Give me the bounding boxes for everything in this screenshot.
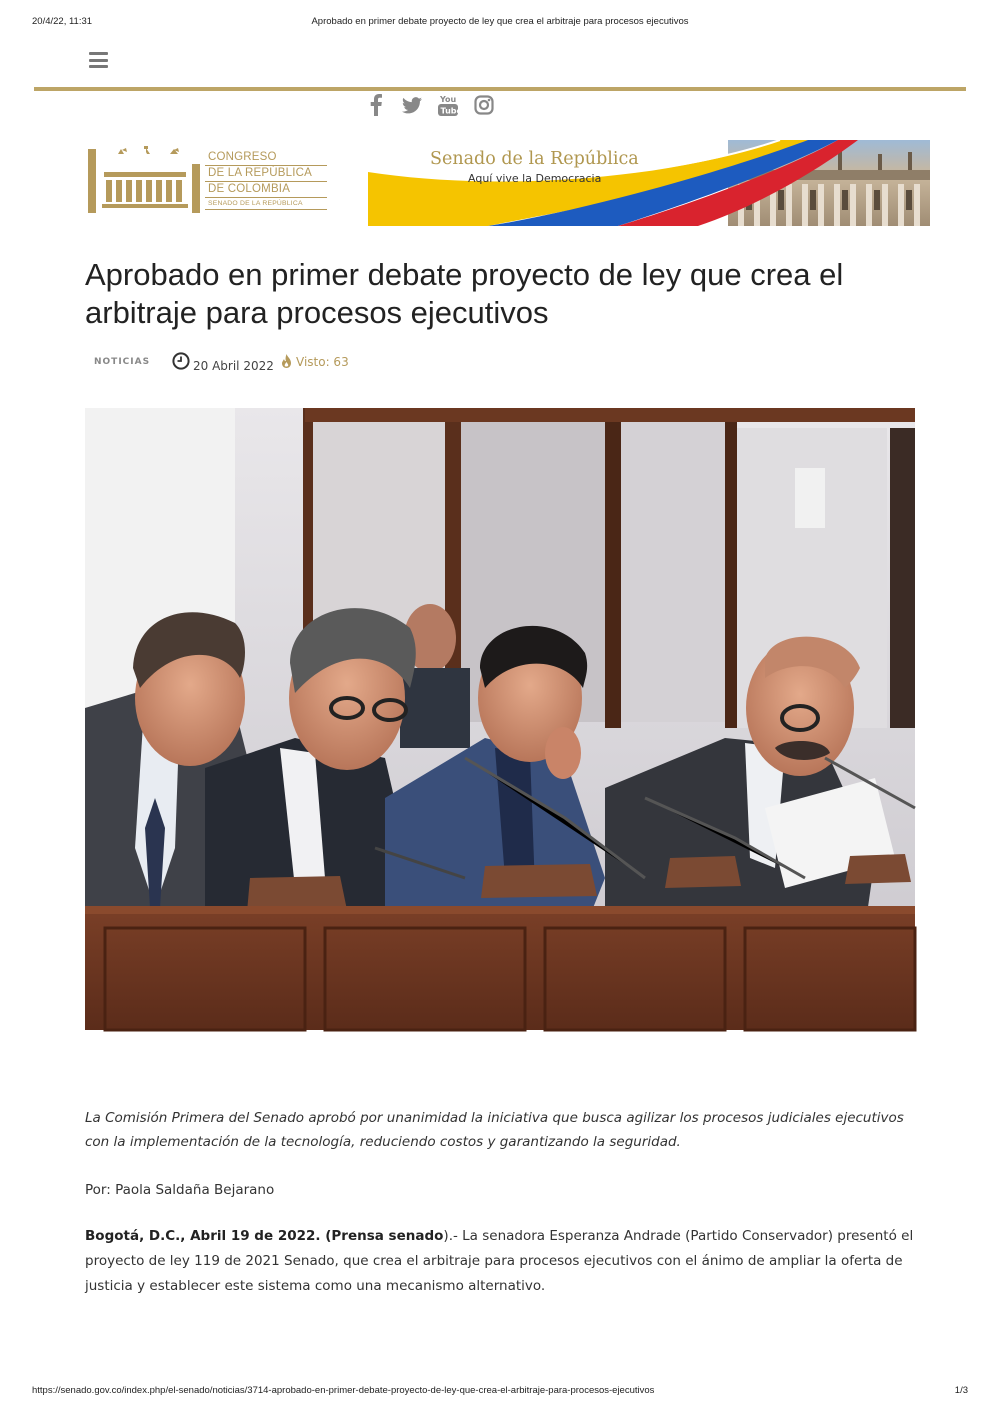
article-byline: Por: Paola Saldaña Bejarano <box>85 1182 275 1198</box>
youtube-icon[interactable] <box>435 92 461 118</box>
logo-line-1: CONGRESO <box>205 150 327 166</box>
congreso-logo[interactable] <box>88 144 328 214</box>
facebook-icon[interactable] <box>363 92 389 118</box>
hamburger-menu-icon[interactable] <box>89 52 108 68</box>
fire-icon <box>281 354 292 368</box>
print-page-number: 1/3 <box>954 1385 968 1396</box>
article-lead: La Comisión Primera del Senado aprobó por unanimidad la iniciativa que busca agilizar los procesos judiciales ejecutivos con la implementación de la tecnología, reduciendo costos y garantizando la seguridad. <box>85 1110 904 1150</box>
banner-title: Senado de la República <box>430 149 639 169</box>
social-links <box>363 92 497 118</box>
twitter-icon[interactable] <box>399 92 425 118</box>
print-url: https://senado.gov.co/index.php/el-senado/noticias/3714-aprobado-en-primer-debate-proyecto-de-ley-que-crea-el-arbitraje-para-procesos-ejecutivos <box>32 1385 655 1396</box>
clock-icon <box>172 352 190 370</box>
view-count: Visto: 63 <box>296 355 349 369</box>
header-divider <box>34 87 966 91</box>
logo-line-3: DE COLOMBIA <box>205 182 327 198</box>
article-title: Aprobado en primer debate proyecto de ley que crea el arbitraje para procesos ejecutivos <box>85 257 844 330</box>
logo-subline: SENADO DE LA REPÚBLICA <box>205 198 327 210</box>
svg-text:You: You <box>440 95 457 104</box>
publish-date: 20 Abril 2022 <box>193 359 274 373</box>
article-paragraph <box>85 1224 915 1299</box>
paragraph-text: ).- La senadora Esperanza Andrade (Partido Conservador) presentó el proyecto de ley 119 de 2021 Senado, que crea el arbitraje para procesos ejecutivos con el ánimo de ampliar la oferta de justicia y establecer este sistema como una mecanismo alternativo. <box>85 1228 914 1294</box>
article-photo <box>85 408 915 1030</box>
article-body <box>85 1106 915 1294</box>
instagram-icon[interactable] <box>471 92 497 118</box>
print-page-title: Aprobado en primer debate proyecto de ley que crea el arbitraje para procesos ejecutivos <box>311 16 689 27</box>
senado-banner[interactable] <box>368 140 930 226</box>
logo-line-2: DE LA REPÚBLICA <box>205 166 327 182</box>
banner-subtitle: Aquí vive la Democracia <box>468 172 602 185</box>
category-link[interactable]: NOTICIAS <box>94 357 151 367</box>
logo-wordmark <box>205 150 327 210</box>
svg-text:Tube: Tube <box>440 106 462 116</box>
capitol-emblem-icon <box>88 144 200 214</box>
print-datetime: 20/4/22, 11:31 <box>32 16 93 27</box>
print-header <box>0 16 1000 30</box>
print-footer <box>0 1385 1000 1399</box>
paragraph-dateline: Bogotá, D.C., Abril 19 de 2022. (Prensa senado <box>85 1228 444 1244</box>
